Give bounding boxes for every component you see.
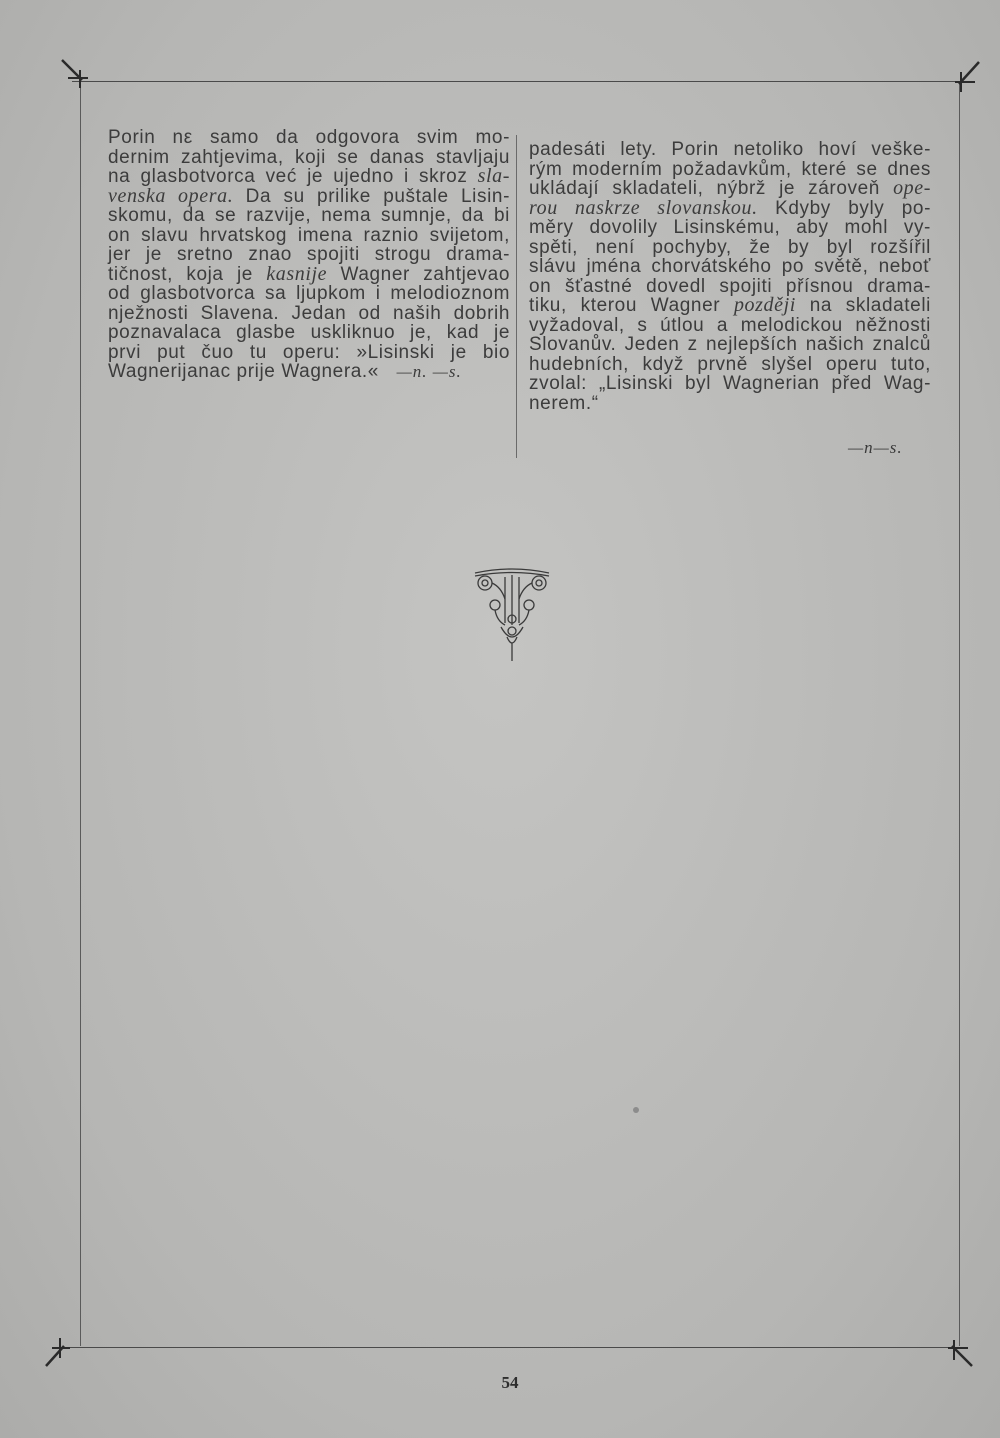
text-line [108, 184, 510, 207]
frame-left-rule [80, 84, 81, 1346]
frame-right-rule [959, 84, 960, 1346]
corner-mark-icon [945, 58, 985, 98]
text-line [108, 262, 510, 285]
page-number: 54 [501, 1373, 519, 1392]
author-signature: —n. —s. [396, 362, 462, 381]
text-line: nerem.“ [529, 392, 599, 414]
text-line: slávu jména chorvátského po světě, neboť [529, 256, 931, 277]
text-line [529, 196, 931, 219]
right-column [529, 140, 931, 413]
text-segment: tiku, kterou Wagner [529, 295, 734, 316]
text-line: dernim zahtjevima, koji se danas stavljaju [108, 146, 510, 168]
text-segment: Kdyby byly po- [775, 197, 931, 219]
text-line: Porin nε samo da odgovora svim mo- [108, 127, 510, 148]
left-column [108, 128, 510, 382]
text-segment: tičnost, koja je [108, 263, 267, 285]
frame-bottom-rule [58, 1347, 960, 1348]
italic-text: později [733, 294, 796, 316]
text-segment: na glasbotvorca već je ujedno i skroz [108, 166, 468, 187]
text-line: on slavu hrvatskog imena raznio svijetom, [108, 224, 510, 246]
text-line [108, 362, 510, 382]
author-signature: —n—s. [848, 438, 903, 457]
italic-text: rou naskrze slovanskou. [529, 196, 758, 219]
ornament-icon [471, 563, 553, 663]
text-line: hudebních, když prvně slyšel operu tuto, [529, 353, 931, 375]
column-divider [516, 135, 517, 458]
text-segment: Da su prilike puštale Lisin- [233, 185, 510, 207]
text-line: on šťastné dovedl spojiti přísnou drama- [529, 275, 931, 297]
italic-text: venska opera. [108, 184, 234, 207]
text-line: vyžadoval, s útlou a melodickou něžnosti [529, 314, 931, 336]
corner-mark-icon [58, 56, 98, 96]
text-line: poznavalaca glasbe uskliknuo je, kad je [108, 322, 510, 343]
frame-top-rule [72, 81, 960, 82]
text-line: Slovanův. Jeden z nejlepších našich znalců [529, 334, 931, 355]
text-line: zvolal: „Lisinski byl Wagnerian před Wag- [529, 373, 931, 394]
corner-mark-icon [40, 1332, 80, 1372]
italic-text: kasnije [266, 262, 328, 285]
text-segment: na skladateli [809, 295, 931, 316]
text-line: padesáti lety. Porin netoliko hoví veške- [529, 139, 931, 160]
italic-text: ope- [893, 177, 931, 199]
corner-mark-icon [942, 1332, 982, 1372]
text-line: jer je sretno znao spojiti strogu drama- [108, 244, 510, 265]
text-line: rým moderním požadavkům, které se dnes [529, 158, 931, 180]
text-line: od glasbotvorca sa ljupkom i melodioznom [108, 283, 510, 304]
text-line: skomu, da se razvije, nema sumnje, da bi [108, 205, 510, 226]
text-segment: Wagner zahtjevao [327, 263, 510, 285]
text-line: prvi put čuo tu operu: »Lisinski je bio [108, 341, 510, 363]
text-line: spěti, není pochyby, že by byl rozšířil [529, 236, 931, 258]
italic-text: sla- [477, 165, 510, 187]
text-segment: ukládají skladateli, nýbrž je zároveň [529, 178, 880, 199]
paper-speck [633, 1107, 639, 1113]
text-line [529, 296, 931, 316]
text-line: nježnosti Slavena. Jedan od naših dobrih [108, 302, 510, 324]
text-line: měry dovolily Lisinskému, aby mohl vy- [529, 217, 931, 238]
text-segment: Wagnerijanac prije Wagnera.« [108, 361, 379, 382]
